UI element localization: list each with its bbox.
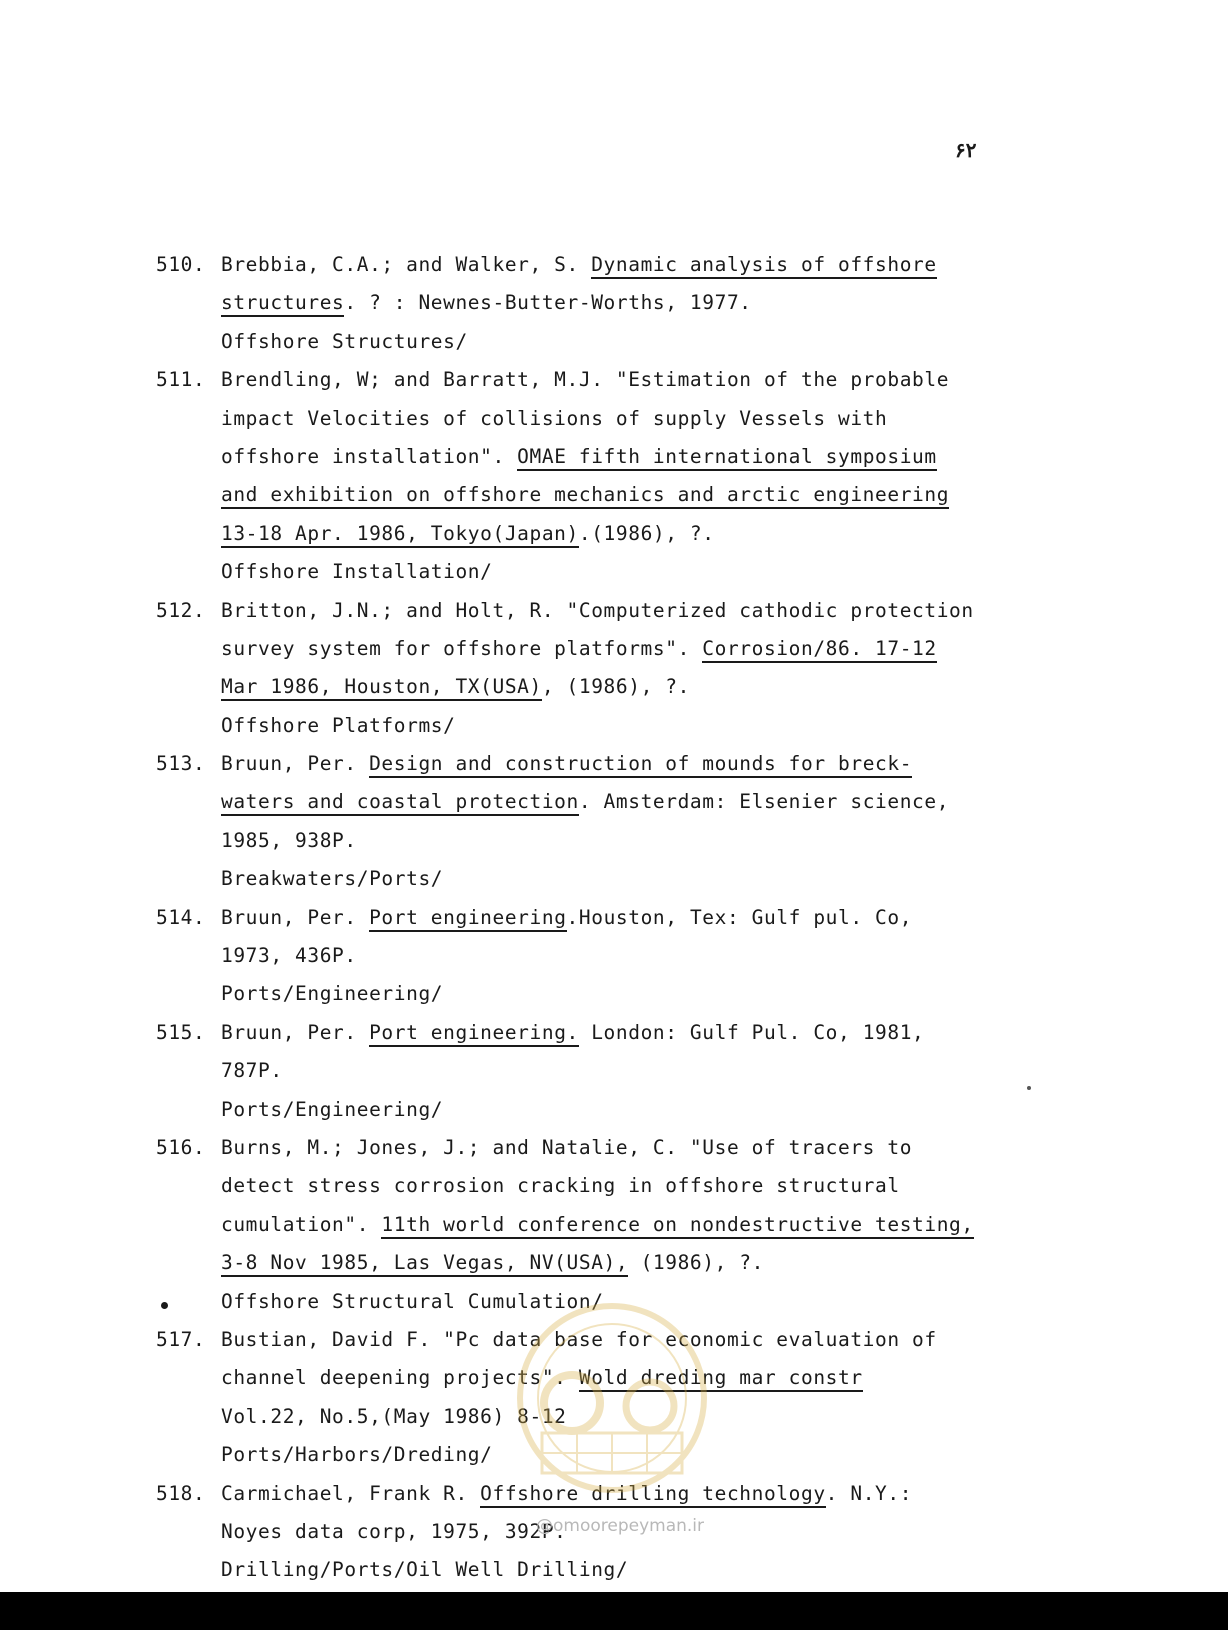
- underlined-title: Offshore drilling technology: [480, 1482, 826, 1508]
- entry-text: [221, 246, 937, 284]
- entry-text-segment: Offshore Structural Cumulation/: [221, 1289, 604, 1313]
- underlined-title: Dynamic analysis of offshore: [591, 253, 937, 279]
- entry-text-segment: survey system for offshore platforms".: [221, 636, 703, 660]
- entry-text: [221, 1167, 900, 1205]
- entry-text-segment: Offshore Platforms/: [221, 713, 456, 737]
- entry-number: 510.: [156, 253, 206, 276]
- entry-line: [0, 323, 1228, 361]
- entry-text: [221, 975, 443, 1013]
- entry-text-segment: .(1986), ?.: [578, 521, 715, 545]
- scan-bottom-border: [0, 1592, 1228, 1630]
- entry-text-segment: Ports/Engineering/: [221, 982, 444, 1006]
- entry-text-segment: cumulation".: [221, 1212, 382, 1236]
- entry-text: [221, 1014, 924, 1052]
- entry-text-segment: Brebbia, C.A.; and Walker, S.: [221, 253, 592, 276]
- entry-text-segment: 1985, 938P.: [221, 828, 357, 852]
- entry-line: [0, 899, 1228, 937]
- entry-line: [0, 515, 1228, 553]
- entry-text: [221, 284, 752, 322]
- entry-line: [0, 975, 1228, 1013]
- entry-text: [221, 1206, 974, 1244]
- entry-line: [0, 1206, 1228, 1244]
- underlined-title: Port engineering.: [369, 1021, 579, 1047]
- entry-text-segment: Ports/Engineering/: [221, 1097, 444, 1121]
- bibliography-entry: [0, 246, 1228, 361]
- entry-line: [0, 246, 1228, 284]
- entry-text: [221, 1475, 912, 1513]
- entry-number: 517.: [156, 1327, 206, 1351]
- entry-line: [0, 1359, 1228, 1397]
- entry-text-segment: London: Gulf Pul. Co, 1981,: [578, 1020, 925, 1044]
- bibliography-entry: [0, 1129, 1228, 1321]
- bibliography-entry: [0, 1014, 1228, 1129]
- entry-text-segment: . N.Y.:: [825, 1481, 913, 1505]
- entry-line: [0, 1551, 1228, 1589]
- bullet-marker: [161, 1302, 168, 1309]
- bibliography-list: [0, 246, 1228, 1590]
- page-number: ۶۲: [955, 138, 977, 162]
- entry-number: 514.: [156, 905, 206, 929]
- entry-line: [0, 1014, 1228, 1052]
- entry-text: [221, 515, 715, 553]
- bibliography-entry: [0, 1321, 1228, 1475]
- entry-text: [221, 1398, 567, 1436]
- entry-text: [221, 1513, 567, 1551]
- entry-text: [221, 822, 357, 860]
- entry-line: [0, 630, 1228, 668]
- entry-text-segment: offshore installation".: [221, 444, 518, 468]
- entry-line: [0, 1244, 1228, 1282]
- entry-line: [0, 284, 1228, 322]
- entry-text: [221, 1283, 604, 1321]
- entry-line: [0, 1167, 1228, 1205]
- entry-text-segment: Bruun, Per.: [221, 1020, 370, 1044]
- entry-line: [0, 1129, 1228, 1167]
- entry-line: [0, 1283, 1228, 1321]
- entry-text: [221, 937, 357, 975]
- bibliography-entry: [0, 745, 1228, 899]
- entry-text: [221, 707, 455, 745]
- entry-text-segment: Ports/Harbors/Dreding/: [221, 1443, 493, 1467]
- underlined-title: OMAE fifth international symposium: [517, 445, 937, 471]
- entry-text-segment: Brendling, W; and Barratt, M.J. "Estimation of the probable: [221, 368, 950, 392]
- entry-text-segment: channel deepening projects".: [221, 1366, 579, 1390]
- entry-number: 518.: [156, 1481, 206, 1505]
- entry-text: [221, 1244, 764, 1282]
- entry-text-segment: detect stress corrosion cracking in offshore structural: [221, 1174, 900, 1198]
- entry-line: [0, 553, 1228, 591]
- entry-text: [221, 1321, 937, 1359]
- bibliography-entry: [0, 361, 1228, 591]
- underlined-title: Mar 1986, Houston, TX(USA): [221, 675, 542, 701]
- entry-text-segment: impact Velocities of collisions of supply Vessels with: [221, 406, 888, 430]
- entry-text-segment: .Houston, Tex: Gulf pul. Co,: [566, 905, 913, 929]
- entry-text-segment: Bruun, Per.: [221, 905, 370, 929]
- watermark-text: @omoorepeyman.ir: [536, 1516, 705, 1536]
- entry-line: [0, 860, 1228, 898]
- entry-text-segment: Bruun, Per.: [221, 752, 370, 776]
- entry-line: [0, 361, 1228, 399]
- entry-line: [0, 1475, 1228, 1513]
- bibliography-entry: [0, 899, 1228, 1014]
- entry-text-segment: . ? : Newnes-Butter-Worths, 1977.: [344, 291, 752, 315]
- entry-line: [0, 400, 1228, 438]
- entry-text: [221, 783, 949, 821]
- entry-text: [221, 668, 690, 706]
- entry-line: [0, 438, 1228, 476]
- entry-number: 516.: [156, 1135, 206, 1159]
- entry-text-segment: Vol.22, No.5,(May 1986) 8-12: [221, 1404, 567, 1428]
- entry-text: [221, 323, 468, 361]
- entry-line: [0, 1321, 1228, 1359]
- entry-line: [0, 1091, 1228, 1129]
- entry-text-segment: , (1986), ?.: [541, 675, 690, 699]
- entry-text: [221, 1359, 863, 1397]
- underlined-title: Port engineering: [369, 906, 566, 932]
- entry-line: [0, 592, 1228, 630]
- entry-text: [221, 592, 974, 630]
- entry-text: [221, 1129, 912, 1167]
- entry-text: [221, 1091, 443, 1129]
- entry-text: [221, 745, 912, 783]
- entry-text: [221, 361, 949, 399]
- underlined-title: 11th world conference on nondestructive testing,: [381, 1213, 973, 1239]
- entry-text-segment: Breakwaters/Ports/: [221, 867, 444, 891]
- entry-text-segment: Noyes data corp, 1975, 392P.: [221, 1519, 567, 1543]
- entry-number: 511.: [156, 368, 206, 392]
- entry-number: 515.: [156, 1020, 206, 1044]
- entry-text-segment: 787P.: [221, 1059, 283, 1083]
- entry-line: [0, 822, 1228, 860]
- entry-text-segment: Bustian, David F. "Pc data base for economic evaluation of: [221, 1327, 937, 1351]
- entry-line: [0, 1052, 1228, 1090]
- entry-number: 512.: [156, 598, 206, 622]
- entry-text-segment: (1986), ?.: [628, 1251, 764, 1275]
- underlined-title: waters and coastal protection: [221, 790, 579, 816]
- underlined-title: 13-18 Apr. 1986, Tokyo(Japan): [221, 522, 579, 548]
- entry-text-segment: . Amsterdam: Elsenier science,: [578, 790, 950, 814]
- entry-line: [0, 1398, 1228, 1436]
- entry-text-segment: Offshore Installation/: [221, 560, 493, 584]
- underlined-title: Corrosion/86. 17-12: [702, 637, 936, 663]
- entry-text: [221, 438, 937, 476]
- scan-speck: [1027, 1086, 1031, 1090]
- entry-text-segment: 1973, 436P.: [221, 944, 357, 968]
- underlined-title: structures: [221, 291, 344, 317]
- entry-text-segment: Burns, M.; Jones, J.; and Natalie, C. "Use of tracers to: [221, 1135, 913, 1159]
- entry-text: [221, 1551, 628, 1589]
- entry-line: [0, 783, 1228, 821]
- entry-text-segment: Drilling/Ports/Oil Well Drilling/: [221, 1558, 629, 1582]
- underlined-title: and exhibition on offshore mechanics and arctic engineering: [221, 483, 949, 509]
- entry-line: [0, 476, 1228, 514]
- entry-line: [0, 668, 1228, 706]
- entry-text-segment: Offshore Structures/: [221, 329, 468, 353]
- underlined-title: Wold dreding mar constr: [579, 1366, 863, 1392]
- entry-text: [221, 553, 492, 591]
- entry-text: [221, 899, 912, 937]
- entry-text-segment: Britton, J.N.; and Holt, R. "Computerized cathodic protection: [221, 598, 974, 622]
- entry-text-segment: Carmichael, Frank R.: [221, 1481, 481, 1505]
- entry-text: [221, 860, 443, 898]
- underlined-title: Design and construction of mounds for breck-: [369, 752, 912, 778]
- entry-line: [0, 707, 1228, 745]
- entry-text: [221, 476, 949, 514]
- entry-text: [221, 400, 887, 438]
- bibliography-entry: [0, 592, 1228, 746]
- entry-text: [221, 1436, 492, 1474]
- underlined-title: 3-8 Nov 1985, Las Vegas, NV(USA),: [221, 1251, 628, 1277]
- entry-number: 513.: [156, 752, 206, 776]
- entry-line: [0, 745, 1228, 783]
- entry-line: [0, 1436, 1228, 1474]
- entry-text: [221, 630, 937, 668]
- entry-line: [0, 937, 1228, 975]
- entry-text: [221, 1052, 283, 1090]
